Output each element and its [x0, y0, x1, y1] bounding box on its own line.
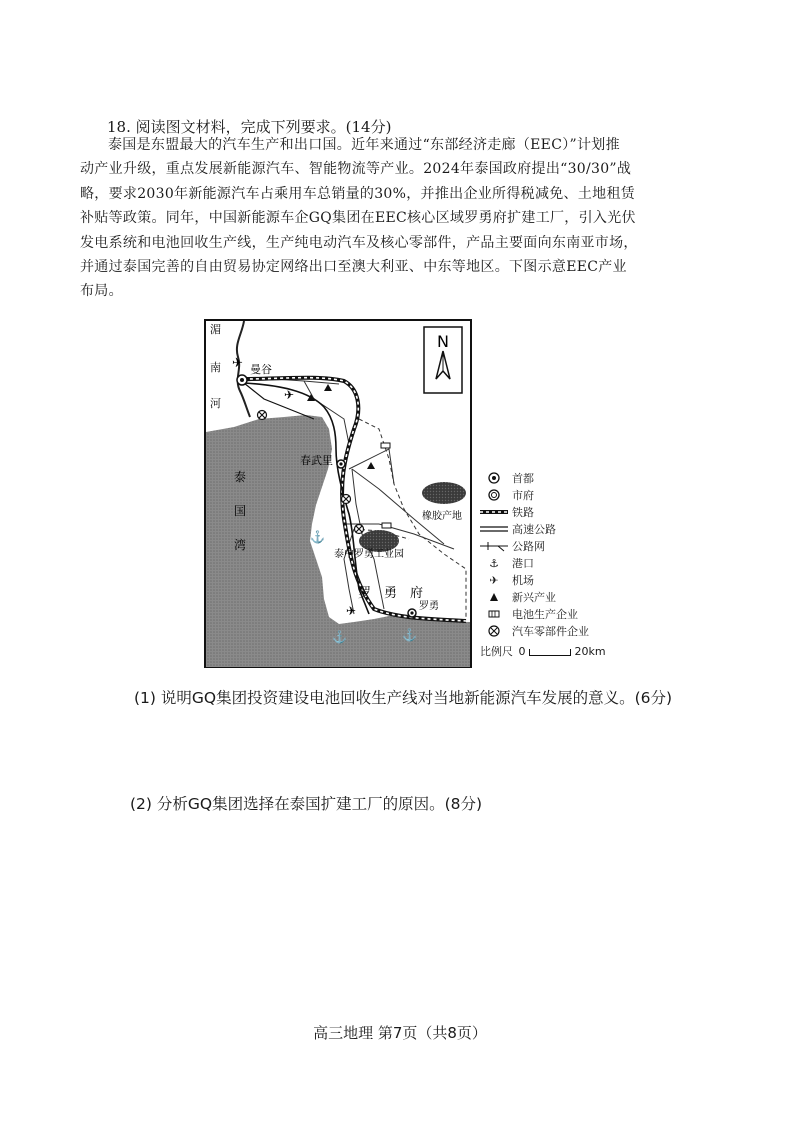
- paragraph-line-3: 略，要求2030年新能源汽车占乘用车总销量的30%，并推出企业所得税减免、土地租赁: [80, 185, 636, 202]
- city-chonburi: 春武里: [300, 454, 333, 467]
- airport-icon: ✈: [284, 388, 295, 402]
- airport-icon: ✈: [489, 573, 499, 587]
- legend-battery: 电池生产企业: [480, 606, 578, 622]
- sub-question-1: (1) 说明GQ集团投资建设电池回收生产线对当地新能源汽车发展的意义。(6分): [134, 689, 673, 707]
- industrial-park-label: 泰中罗勇工业园: [334, 549, 404, 560]
- battery-icon: [381, 443, 390, 448]
- river-label-3: 河: [210, 397, 221, 410]
- port-icon: ⚓: [489, 556, 499, 570]
- rubber-area: [422, 482, 466, 504]
- paragraph-line-5: 发电系统和电池回收生产线，生产纯电动汽车及核心零部件，产品主要面向东南亚市场，: [80, 234, 638, 251]
- legend-expressway: 高速公路: [512, 523, 556, 536]
- legend-road-network: 公路网: [480, 538, 545, 554]
- legend-airport: ✈ 机场: [480, 572, 534, 588]
- province-label: 罗 勇 府: [358, 586, 424, 601]
- gulf-label-1: 泰: [234, 470, 247, 484]
- question-paragraph: [80, 133, 692, 304]
- paragraph-line-2: 动产业升级，重点发展新能源汽车、智能物流等产业。2024年泰国政府提出“30/30”战: [80, 161, 632, 178]
- gulf-label-2: 国: [234, 504, 247, 518]
- legend-port: ⚓ 港口: [480, 555, 534, 571]
- eec-map-svg: [204, 319, 472, 668]
- paragraph-line-6: 并通过泰国完善的自由贸易协定网络出口至澳大利亚、中东等地区。下图示意EEC产业: [80, 258, 627, 275]
- battery-icon: [382, 523, 391, 528]
- eec-map: [204, 319, 472, 668]
- city-bangkok: 曼谷: [250, 363, 272, 376]
- scale-value: 20km: [574, 645, 606, 658]
- city-rayong: 罗勇: [419, 601, 439, 612]
- river-label-2: 南: [210, 361, 221, 374]
- rubber-label: 橡胶产地: [422, 511, 462, 522]
- port-icon: ⚓: [332, 630, 347, 644]
- legend-capital: 首都: [480, 470, 534, 486]
- north-label: N: [437, 332, 449, 351]
- paragraph-line-7: 布局。: [80, 283, 123, 300]
- airport-icon: ✈: [346, 604, 357, 618]
- airport-icon: ✈: [232, 356, 243, 371]
- port-icon: ⚓: [402, 628, 417, 642]
- legend-new-industry: 新兴产业: [480, 589, 556, 605]
- paragraph-line-4: 补贴等政策。同年，中国新能源车企GQ集团在EEC核心区域罗勇府扩建工厂，引入光伏: [80, 210, 636, 227]
- sub-question-2: (2) 分析GQ集团选择在泰国扩建工厂的原因。(8分): [130, 795, 483, 813]
- paragraph-line-1: 泰国是东盟最大的汽车生产和出口国。近年来通过“东部经济走廊（EEC）”计划推: [108, 137, 620, 153]
- scale-bar: [529, 649, 571, 656]
- gulf-label-3: 湾: [234, 538, 247, 552]
- legend-auto-parts: 汽车零部件企业: [480, 623, 589, 639]
- scale-zero: 0: [518, 645, 526, 658]
- legend-city: 市府: [480, 487, 534, 503]
- question-title: 18. 阅读图文材料，完成下列要求。(14分): [107, 118, 392, 136]
- port-icon: ⚓: [310, 530, 325, 544]
- scale-label: 比例尺: [480, 645, 513, 658]
- legend-railway: 铁路: [512, 506, 534, 519]
- river-label-1: 湄: [210, 323, 221, 336]
- map-scale: [480, 643, 606, 659]
- page-footer: 高三地理 第7页（共8页）: [313, 1024, 487, 1042]
